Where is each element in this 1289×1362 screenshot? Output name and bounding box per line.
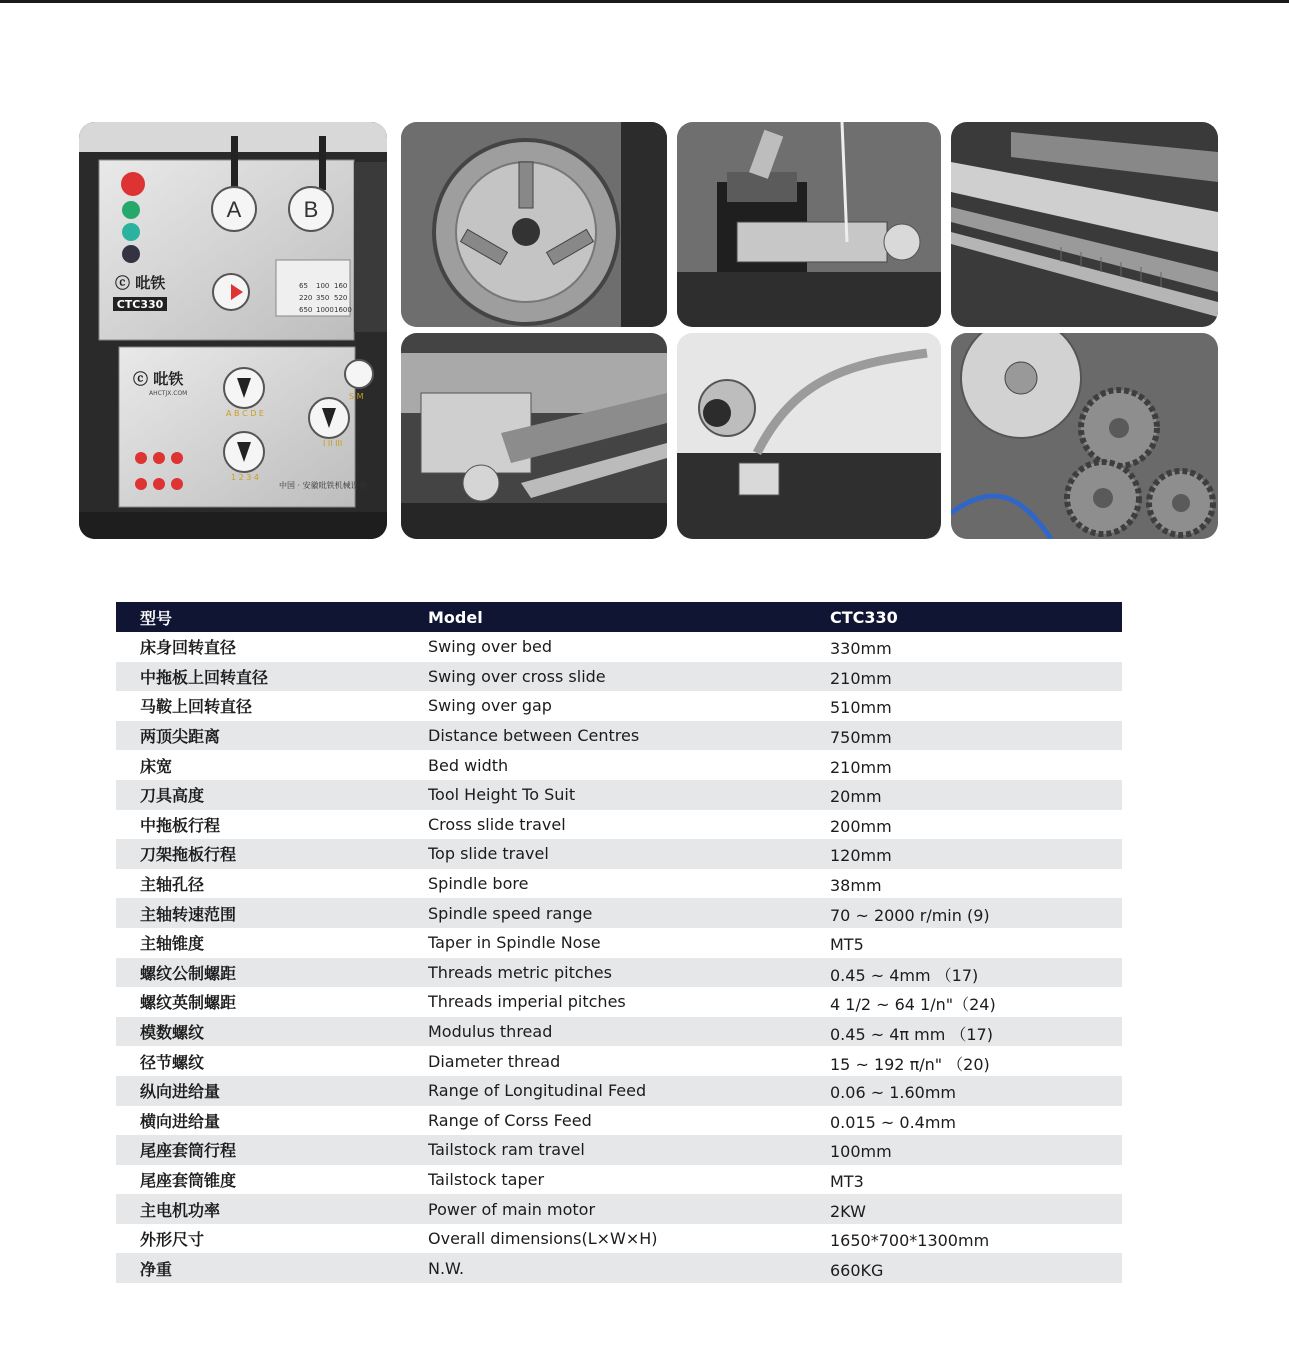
spec-en-label: Diameter thread <box>428 1051 561 1071</box>
spec-row <box>116 839 1122 869</box>
photo-control-panel <box>79 122 387 539</box>
spec-cn-label: 主轴锥度 <box>140 934 205 954</box>
photo-lead-screw <box>951 122 1218 327</box>
lever-b-handle <box>319 136 326 190</box>
spec-row <box>116 869 1122 899</box>
spec-row <box>116 691 1122 721</box>
spec-en-label: Bed width <box>428 755 509 775</box>
svg-text:160: 160 <box>334 282 348 290</box>
spec-cn-label: 外形尺寸 <box>140 1230 205 1250</box>
spec-row <box>116 1194 1122 1224</box>
spec-en-label: Swing over cross slide <box>428 666 606 686</box>
header-model-value: CTC330 <box>830 607 898 627</box>
spec-en-label: Range of Corss Feed <box>428 1110 592 1130</box>
chuck-image <box>401 122 667 327</box>
spec-value: 15 ~ 192 π/n" （20) <box>830 1054 990 1074</box>
spec-cn-label: 横向进给量 <box>140 1111 221 1131</box>
s-m-letters: S M <box>349 392 364 401</box>
spec-value: 330mm <box>830 639 892 659</box>
spec-en-label: Taper in Spindle Nose <box>428 933 601 953</box>
spec-en-label: Spindle bore <box>428 874 529 894</box>
spec-en-label: Distance between Centres <box>428 726 640 746</box>
spec-table-header <box>116 602 1122 632</box>
spec-cn-label: 主电机功率 <box>140 1200 221 1220</box>
spec-cn-label: 床身回转直径 <box>140 638 237 658</box>
svg-text:650: 650 <box>299 306 313 314</box>
spec-row <box>116 928 1122 958</box>
spec-cn-label: 螺纹公制螺距 <box>140 963 237 983</box>
spec-value: MT5 <box>830 935 864 955</box>
spec-cn-label: 刀架拖板行程 <box>140 845 237 865</box>
spec-value: 38mm <box>830 876 882 896</box>
svg-text:350: 350 <box>316 294 330 302</box>
svg-text:1600: 1600 <box>334 306 352 314</box>
spec-cn-label: 模数螺纹 <box>140 1023 205 1043</box>
spec-row <box>116 1106 1122 1136</box>
spec-cn-label: 纵向进给量 <box>140 1082 221 1102</box>
spec-en-label: Overall dimensions(L×W×H) <box>428 1229 658 1249</box>
teal-button-icon <box>122 223 140 241</box>
spec-cn-label: 马鞍上回转直径 <box>140 697 253 717</box>
spec-cn-label: 中拖板行程 <box>140 815 221 835</box>
model-plate-label: CTC330 <box>116 298 164 311</box>
spec-row <box>116 898 1122 928</box>
green-button-icon <box>122 201 140 219</box>
photo-carriage <box>401 333 667 539</box>
photo-chuck <box>401 122 667 327</box>
spec-en-label: Top slide travel <box>428 844 549 864</box>
svg-text:1000: 1000 <box>316 306 334 314</box>
spec-cn-label: 主轴孔径 <box>140 875 205 895</box>
spec-row <box>116 632 1122 662</box>
lever-a-handle <box>231 136 238 190</box>
spec-value: MT3 <box>830 1171 864 1191</box>
spec-value: 660KG <box>830 1260 884 1280</box>
spec-cn-label: 中拖板上回转直径 <box>140 667 269 687</box>
spec-value: 120mm <box>830 846 892 866</box>
spec-row <box>116 1224 1122 1254</box>
spec-table <box>116 602 1122 1283</box>
spec-en-label: Swing over gap <box>428 696 552 716</box>
spec-value: 210mm <box>830 668 892 688</box>
lower-brand-logo: ⓒ 吡铁 <box>133 370 184 388</box>
carriage-image <box>401 333 667 539</box>
spec-value: 0.45 ~ 4mm （17) <box>830 965 979 985</box>
spec-value: 200mm <box>830 816 892 836</box>
spec-cn-label: 刀具高度 <box>140 786 205 806</box>
top-rule <box>0 0 1289 3</box>
spec-value: 20mm <box>830 787 882 807</box>
panel-footer-cn: 中国 · 安徽吡铁机械设备 <box>279 481 367 490</box>
spec-en-label: N.W. <box>428 1258 465 1278</box>
s-m-dial <box>345 360 373 388</box>
roman-numerals: I II III <box>323 439 343 448</box>
spec-cn-label: 尾座套筒行程 <box>140 1141 237 1161</box>
brand-site: AHCTJX.COM <box>149 390 188 397</box>
photo-work-lamp <box>677 333 941 539</box>
spec-cn-label: 净重 <box>140 1259 173 1279</box>
spec-value: 70 ~ 2000 r/min (9) <box>830 905 990 925</box>
lever-b-label: B <box>303 197 319 222</box>
svg-text:100: 100 <box>316 282 330 290</box>
spec-row <box>116 662 1122 692</box>
spec-row <box>116 750 1122 780</box>
gears-image <box>951 333 1218 539</box>
spec-cn-label: 床宽 <box>140 756 173 776</box>
spec-row <box>116 1135 1122 1165</box>
spec-en-label: Swing over bed <box>428 637 552 657</box>
spec-value: 1650*700*1300mm <box>830 1231 990 1251</box>
spec-en-label: Threads metric pitches <box>428 962 612 982</box>
spec-value: 4 1/2 ~ 64 1/n"（24) <box>830 995 996 1015</box>
svg-text:520: 520 <box>334 294 348 302</box>
spec-cn-label: 螺纹英制螺距 <box>140 993 237 1013</box>
photo-gears <box>951 333 1218 539</box>
spec-value: 210mm <box>830 757 892 777</box>
header-model: Model <box>428 607 483 627</box>
spec-row <box>116 1253 1122 1283</box>
svg-text:220: 220 <box>299 294 313 302</box>
header-cn: 型号 <box>140 608 173 628</box>
feed-numbers: 1 2 3 4 <box>231 473 259 482</box>
lever-a-label: A <box>226 197 242 222</box>
spec-row <box>116 810 1122 840</box>
spec-value: 0.015 ~ 0.4mm <box>830 1112 956 1132</box>
spec-value: 750mm <box>830 728 892 748</box>
stop-button-icon <box>121 172 145 196</box>
spec-en-label: Power of main motor <box>428 1199 596 1219</box>
spec-en-label: Tailstock taper <box>428 1169 545 1189</box>
selector-knob-icon <box>122 245 140 263</box>
spec-row <box>116 958 1122 988</box>
spec-value: 2KW <box>830 1201 866 1221</box>
tool-post-image <box>677 122 941 327</box>
spec-row <box>116 1076 1122 1106</box>
spec-cn-label: 径节螺纹 <box>140 1052 205 1072</box>
spec-row <box>116 1165 1122 1195</box>
spec-row <box>116 1017 1122 1047</box>
panel-brand-logo: ⓒ 吡铁 <box>115 274 166 292</box>
spec-value: 0.06 ~ 1.60mm <box>830 1083 956 1103</box>
feed-letters: A B C D E <box>226 409 264 418</box>
control-panel-image <box>79 122 387 539</box>
spec-row <box>116 987 1122 1017</box>
spec-row <box>116 721 1122 751</box>
work-lamp-image <box>677 333 941 539</box>
spec-row <box>116 780 1122 810</box>
spec-value: 0.45 ~ 4π mm （17) <box>830 1025 993 1045</box>
spec-cn-label: 主轴转速范围 <box>140 904 237 924</box>
photo-tool-post <box>677 122 941 327</box>
svg-text:65: 65 <box>299 282 308 290</box>
spec-en-label: Cross slide travel <box>428 814 566 834</box>
spec-en-label: Threads imperial pitches <box>428 992 626 1012</box>
spec-cn-label: 两顶尖距离 <box>140 727 221 747</box>
spec-en-label: Tool Height To Suit <box>428 785 576 805</box>
spec-en-label: Tailstock ram travel <box>428 1140 585 1160</box>
spec-value: 510mm <box>830 698 892 718</box>
spec-en-label: Spindle speed range <box>428 903 593 923</box>
spec-en-label: Modulus thread <box>428 1022 553 1042</box>
spec-value: 100mm <box>830 1142 892 1162</box>
spec-row <box>116 1046 1122 1076</box>
spec-cn-label: 尾座套筒锥度 <box>140 1170 237 1190</box>
spec-en-label: Range of Longitudinal Feed <box>428 1081 647 1101</box>
lead-screw-image <box>951 122 1218 327</box>
